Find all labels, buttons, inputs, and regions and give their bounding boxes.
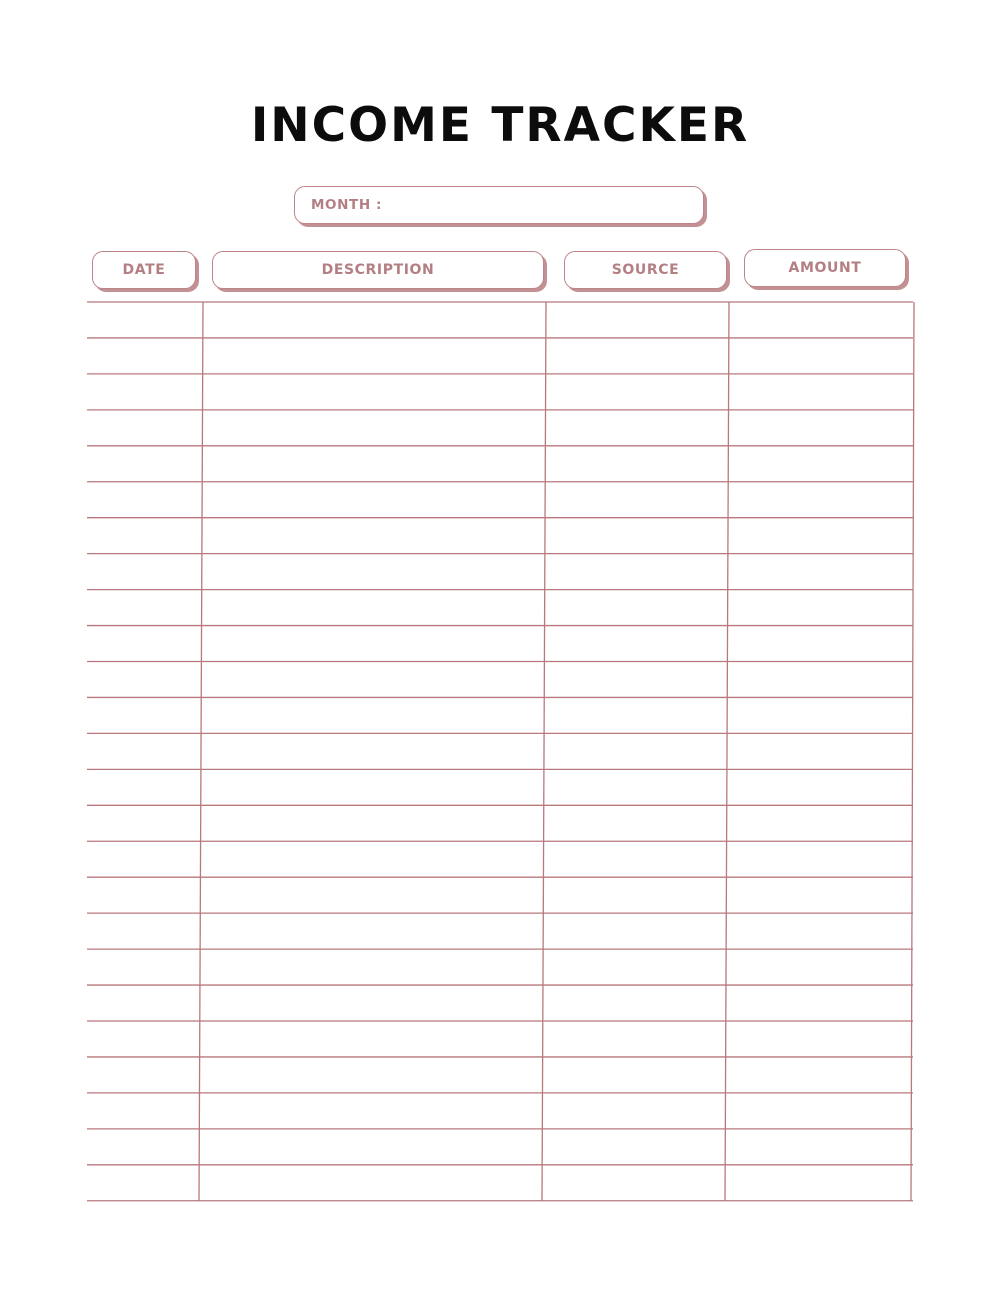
cell-amount[interactable] [729, 340, 910, 372]
cell-date[interactable] [89, 1131, 199, 1163]
cell-date[interactable] [89, 915, 199, 947]
cell-description[interactable] [203, 843, 542, 875]
cell-date[interactable] [89, 843, 199, 875]
cell-source[interactable] [546, 735, 725, 767]
cell-date[interactable] [89, 448, 199, 480]
cell-source[interactable] [546, 664, 725, 696]
cell-date[interactable] [89, 699, 199, 731]
cell-date[interactable] [89, 664, 199, 696]
cell-amount[interactable] [729, 1167, 910, 1199]
cell-description[interactable] [203, 1023, 542, 1055]
cell-amount[interactable] [729, 699, 910, 731]
cell-source[interactable] [546, 376, 725, 408]
cell-description[interactable] [203, 1095, 542, 1127]
cell-description[interactable] [203, 915, 542, 947]
cell-source[interactable] [546, 592, 725, 624]
cell-source[interactable] [546, 843, 725, 875]
cell-date[interactable] [89, 879, 199, 911]
cell-source[interactable] [546, 951, 725, 983]
cell-amount[interactable] [729, 412, 910, 444]
cell-amount[interactable] [729, 520, 910, 552]
cell-description[interactable] [203, 556, 542, 588]
cell-amount[interactable] [729, 628, 910, 660]
cell-date[interactable] [89, 520, 199, 552]
cell-source[interactable] [546, 1023, 725, 1055]
cell-source[interactable] [546, 987, 725, 1019]
cell-description[interactable] [203, 628, 542, 660]
cell-description[interactable] [203, 699, 542, 731]
cell-source[interactable] [546, 448, 725, 480]
cell-source[interactable] [546, 807, 725, 839]
cell-description[interactable] [203, 951, 542, 983]
cell-source[interactable] [546, 699, 725, 731]
cell-source[interactable] [546, 771, 725, 803]
cell-description[interactable] [203, 1167, 542, 1199]
cell-source[interactable] [546, 1131, 725, 1163]
month-field[interactable] [294, 186, 704, 224]
cell-date[interactable] [89, 592, 199, 624]
column-header-source: SOURCE [564, 251, 727, 289]
cell-date[interactable] [89, 376, 199, 408]
cell-source[interactable] [546, 304, 725, 336]
cell-description[interactable] [203, 304, 542, 336]
cell-description[interactable] [203, 1131, 542, 1163]
cell-source[interactable] [546, 1167, 725, 1199]
cell-date[interactable] [89, 628, 199, 660]
cell-amount[interactable] [729, 556, 910, 588]
cell-description[interactable] [203, 1059, 542, 1091]
cell-amount[interactable] [729, 376, 910, 408]
cell-amount[interactable] [729, 664, 910, 696]
cell-amount[interactable] [729, 1095, 910, 1127]
cell-amount[interactable] [729, 1131, 910, 1163]
cell-amount[interactable] [729, 879, 910, 911]
column-header-description: DESCRIPTION [212, 251, 544, 289]
cell-source[interactable] [546, 412, 725, 444]
cell-source[interactable] [546, 628, 725, 660]
cell-date[interactable] [89, 340, 199, 372]
column-header-amount: AMOUNT [744, 249, 906, 287]
cell-amount[interactable] [729, 771, 910, 803]
cell-description[interactable] [203, 735, 542, 767]
cell-source[interactable] [546, 915, 725, 947]
cell-description[interactable] [203, 520, 542, 552]
cell-source[interactable] [546, 1059, 725, 1091]
cell-amount[interactable] [729, 951, 910, 983]
cell-date[interactable] [89, 807, 199, 839]
cell-date[interactable] [89, 1023, 199, 1055]
cell-source[interactable] [546, 1095, 725, 1127]
cell-date[interactable] [89, 987, 199, 1019]
cell-amount[interactable] [729, 448, 910, 480]
cell-date[interactable] [89, 951, 199, 983]
cell-amount[interactable] [729, 807, 910, 839]
cell-source[interactable] [546, 879, 725, 911]
cell-description[interactable] [203, 412, 542, 444]
cell-source[interactable] [546, 556, 725, 588]
cell-date[interactable] [89, 484, 199, 516]
cell-date[interactable] [89, 735, 199, 767]
cell-description[interactable] [203, 340, 542, 372]
cell-amount[interactable] [729, 1023, 910, 1055]
cell-source[interactable] [546, 340, 725, 372]
cell-description[interactable] [203, 484, 542, 516]
cell-description[interactable] [203, 879, 542, 911]
cell-description[interactable] [203, 592, 542, 624]
column-rule [911, 302, 914, 1201]
cell-date[interactable] [89, 412, 199, 444]
cell-date[interactable] [89, 1167, 199, 1199]
cell-amount[interactable] [729, 592, 910, 624]
column-header-date: DATE [92, 251, 196, 289]
cell-amount[interactable] [729, 735, 910, 767]
cell-date[interactable] [89, 304, 199, 336]
cell-description[interactable] [203, 376, 542, 408]
cell-amount[interactable] [729, 843, 910, 875]
cell-amount[interactable] [729, 915, 910, 947]
cell-description[interactable] [203, 664, 542, 696]
page-title: INCOME TRACKER [250, 98, 750, 153]
cell-amount[interactable] [729, 1059, 910, 1091]
cell-source[interactable] [546, 520, 725, 552]
cell-amount[interactable] [729, 484, 910, 516]
cell-amount[interactable] [729, 304, 910, 336]
cell-description[interactable] [203, 807, 542, 839]
cell-date[interactable] [89, 771, 199, 803]
month-label: MONTH : [311, 197, 383, 213]
cell-description[interactable] [203, 771, 542, 803]
cell-description[interactable] [203, 448, 542, 480]
cell-date[interactable] [89, 1059, 199, 1091]
cell-date[interactable] [89, 1095, 199, 1127]
cell-amount[interactable] [729, 987, 910, 1019]
cell-date[interactable] [89, 556, 199, 588]
cell-description[interactable] [203, 987, 542, 1019]
cell-source[interactable] [546, 484, 725, 516]
